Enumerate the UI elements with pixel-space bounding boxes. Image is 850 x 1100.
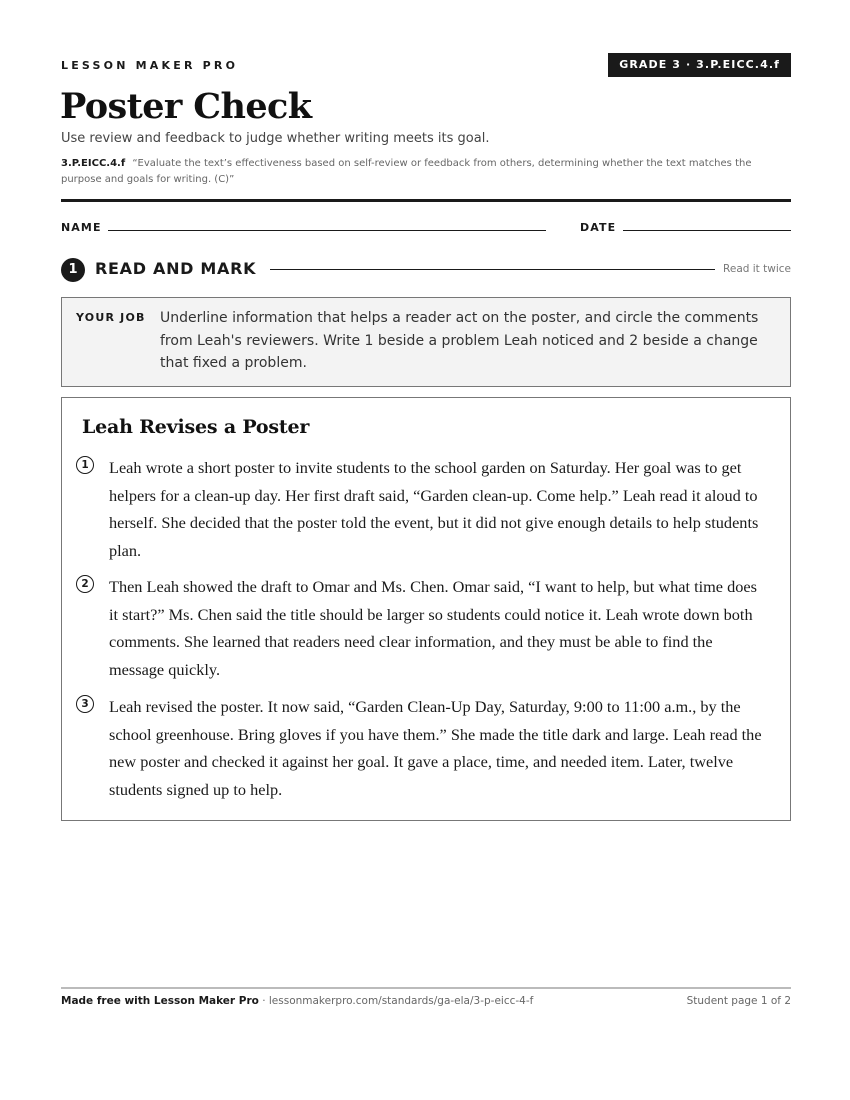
section-title: READ AND MARK <box>95 259 257 278</box>
footer-made-with: Made free with Lesson Maker Pro <box>61 995 259 1007</box>
paragraph-number-icon: 2 <box>76 575 94 593</box>
date-field-line[interactable] <box>623 230 791 231</box>
name-label: NAME <box>61 221 102 234</box>
standard-text: “Evaluate the text’s effectiveness based on self-review or feedback from others, determining whether the text matches the purpose and goals for writing. (C)” <box>61 158 752 185</box>
story-box <box>61 397 791 821</box>
section-rule <box>270 269 715 270</box>
job-instructions-box <box>61 297 791 387</box>
worksheet-page <box>61 0 791 1100</box>
footer-url[interactable]: · lessonmakerpro.com/standards/ga-ela/3-p-eicc-4-f <box>258 995 534 1007</box>
date-label: DATE <box>580 221 617 234</box>
paragraph-number-icon: 1 <box>76 456 94 474</box>
footer-divider <box>61 987 791 989</box>
page-title: Poster Check <box>60 86 312 127</box>
name-field-line[interactable] <box>108 230 546 231</box>
section-number-badge: 1 <box>61 258 85 282</box>
section-note: Read it twice <box>723 263 791 275</box>
paragraph-text: Leah revised the poster. It now said, “Garden Clean-Up Day, Saturday, 9:00 to 11:00 a.m., by the school greenhouse. Bring gloves if you have them.” She made the title dark and large. Leah read the new poster and checked it against her goal. It gave a place, time, and needed item. Later, twelve students signed up to help. <box>109 697 762 799</box>
paragraph-text: Leah wrote a short poster to invite students to the school garden on Saturday. Her goal was to get helpers for a clean-up day. Her first draft said, “Garden clean-up. Come help.” Leah read it aloud to herself. She decided that the poster told the event, but it did not give enough details to help students plan. <box>109 458 759 560</box>
page-subtitle: Use review and feedback to judge whether writing meets its goal. <box>61 131 490 146</box>
job-text: Underline information that helps a reader act on the poster, and circle the comments from Leah's reviewers. Write 1 beside a problem Leah noticed and 2 beside a change that fixed a problem. <box>160 310 759 371</box>
job-label: YOUR JOB <box>76 311 146 324</box>
standard-code: 3.P.EICC.4.f <box>61 158 126 169</box>
brand-name: LESSON MAKER PRO <box>61 59 239 72</box>
header-divider <box>61 199 791 202</box>
footer-credit <box>61 995 533 1007</box>
grade-badge: GRADE 3 · 3.P.EICC.4.f <box>608 53 791 77</box>
footer-page-number: Student page 1 of 2 <box>686 995 791 1007</box>
story-title: Leah Revises a Poster <box>82 416 310 438</box>
paragraph-number-icon: 3 <box>76 695 94 713</box>
paragraph-text: Then Leah showed the draft to Omar and Ms. Chen. Omar said, “I want to help, but what time does it start?” Ms. Chen said the title should be larger so students could notice it. Leah wrote down both comments. She learned that readers need clear information, and they must be able to find the message quickly. <box>109 577 757 679</box>
standard-description <box>61 156 791 188</box>
